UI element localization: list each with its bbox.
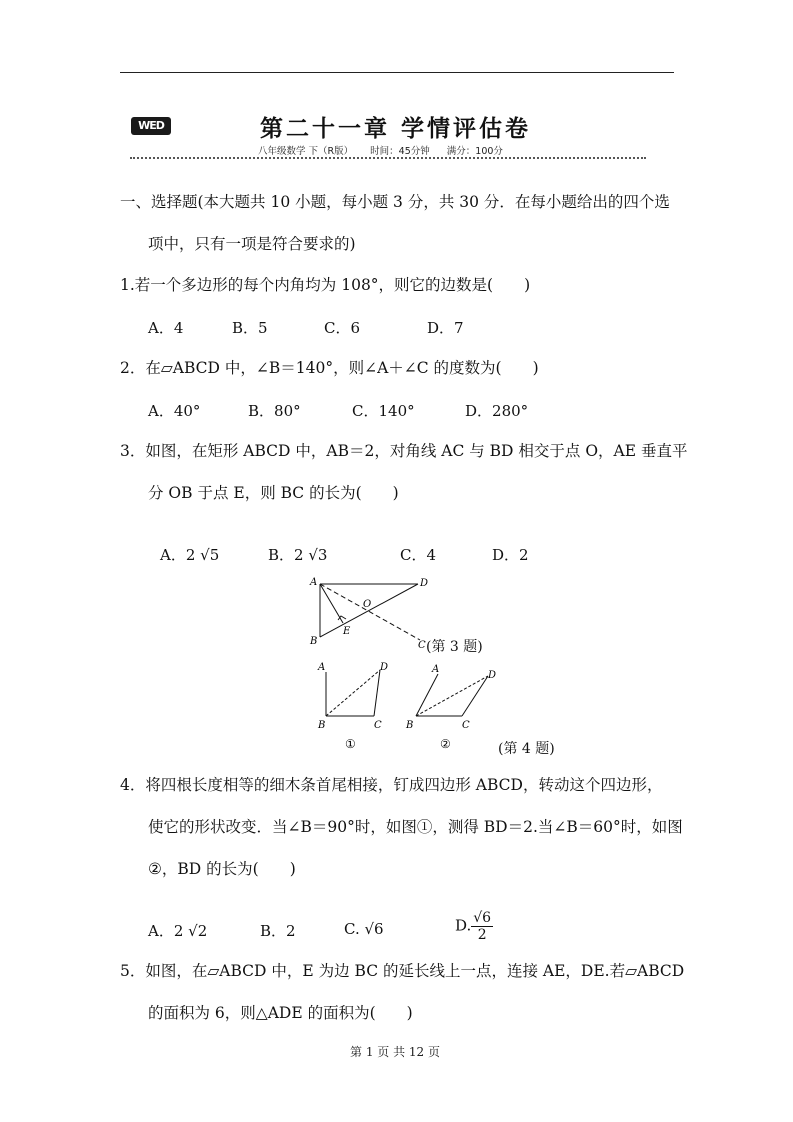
q3-option-b: B．2 √3 [268, 546, 328, 564]
point-e-label: E [343, 626, 351, 637]
fig1-point-b: B [318, 720, 326, 731]
q4-option-d [455, 910, 493, 943]
q3-option-a: A．2 √5 [160, 546, 220, 564]
fig2-point-c: C [462, 720, 470, 731]
q1-option-b: B．5 [232, 319, 268, 337]
fig1-diagonal-bd [326, 670, 380, 716]
point-o-label: O [363, 599, 372, 610]
top-rule [120, 72, 674, 73]
question-4-stem-cont: 使它的形状改变．当∠B＝90°时，如图①，测得 BD＝2.当∠B＝60°时，如图 [148, 818, 683, 836]
publisher-logo: WED [131, 117, 171, 135]
figure-2-label: ② [440, 737, 451, 751]
fig2-side-cd [462, 676, 488, 716]
point-d-label: D [420, 578, 429, 589]
q3-figure [300, 572, 440, 652]
fig1-point-d: D [380, 662, 389, 673]
q3-option-d: D．2 [492, 546, 529, 564]
point-c-label: C [418, 640, 426, 651]
section-heading: 一、选择题(本大题共 10 小题，每小题 3 分，共 30 分．在每小题给出的四个选 [120, 193, 670, 211]
q4-option-d-prefix: D. [455, 916, 472, 935]
fraction-numerator: √6 [473, 910, 492, 926]
q4-option-d-fraction [471, 910, 493, 943]
page-title: 第二十一章 学情评估卷 [260, 116, 532, 142]
fig2-point-d: D [488, 670, 497, 681]
exam-info [258, 143, 517, 157]
score-info: 满分：100分 [446, 146, 503, 157]
q2-option-d: D．280° [465, 402, 529, 420]
q1-option-d: D．7 [427, 319, 464, 337]
fig1-side-cd [374, 670, 380, 716]
fig2-point-b: B [406, 720, 414, 731]
fraction-denominator: 2 [477, 927, 487, 943]
grade-info: 八年级数学 下（R版） [258, 146, 354, 157]
question-5-stem-cont: 的面积为 6，则△ADE 的面积为( ) [148, 1004, 413, 1022]
page-number-footer: 第 1 页 共 12 页 [350, 1045, 440, 1059]
q3-figure-caption: (第 3 题) [426, 639, 483, 655]
question-1-stem: 1.若一个多边形的每个内角均为 108°，则它的边数是( ) [120, 276, 531, 294]
q4-option-c: C. √6 [344, 920, 384, 938]
q1-option-a: A．4 [148, 319, 184, 337]
q4-option-b: B．2 [260, 922, 296, 940]
figure-1-label: ① [345, 737, 356, 751]
q2-option-c: C．140° [352, 402, 415, 420]
question-2-stem: 2．在▱ABCD 中，∠B＝140°，则∠A＋∠C 的度数为( ) [120, 359, 539, 377]
section-heading-cont: 项中，只有一项是符合要求的) [148, 235, 356, 253]
fig1-point-c: C [374, 720, 382, 731]
question-4-stem-cont-2: ②，BD 的长为( ) [148, 860, 296, 878]
fig1-point-a: A [318, 662, 326, 673]
q2-option-b: B．80° [248, 402, 301, 420]
q1-option-c: C．6 [324, 319, 361, 337]
q4-option-a: A．2 √2 [148, 922, 208, 940]
fig2-point-a: A [432, 664, 440, 675]
point-a-label: A [310, 577, 318, 588]
diagonal-ac [320, 584, 420, 640]
q4-figure-caption: (第 4 题) [498, 741, 555, 757]
time-info: 时间：45分钟 [370, 146, 430, 157]
q2-option-a: A．40° [148, 402, 201, 420]
question-5-stem: 5．如图，在▱ABCD 中，E 为边 BC 的延长线上一点，连接 AE，DE.若▱ABCD [120, 962, 685, 980]
question-3-stem-cont: 分 OB 于点 E，则 BC 的长为( ) [148, 484, 399, 502]
question-3-stem: 3．如图，在矩形 ABCD 中，AB＝2，对角线 AC 与 BD 相交于点 O，AE 垂直平 [120, 442, 688, 460]
q3-option-c: C．4 [400, 546, 437, 564]
question-4-stem: 4．将四根长度相等的细木条首尾相接，钉成四边形 ABCD，转动这个四边形， [120, 776, 663, 794]
header-divider [130, 157, 646, 159]
point-b-label: B [310, 636, 318, 647]
